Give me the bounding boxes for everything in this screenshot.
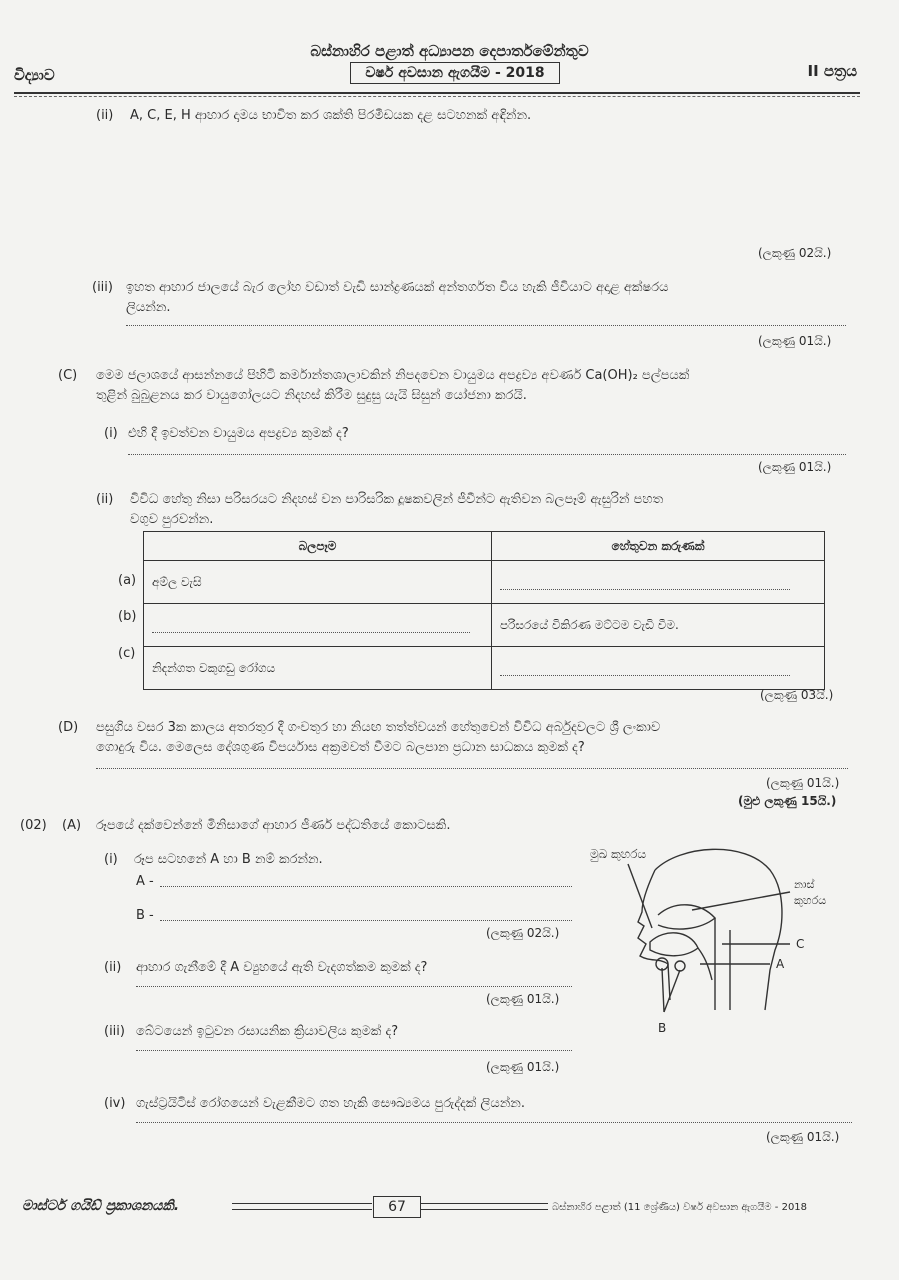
q2-ii-answer-line[interactable] <box>136 986 572 987</box>
footer-bar-right <box>420 1203 548 1210</box>
q2-i-a-answer-line[interactable] <box>160 886 572 887</box>
header-subject: විද්‍යාව <box>14 66 55 84</box>
label-mouth-cavity: මුඛ කුහරය <box>590 847 647 861</box>
q2-i-b: B - <box>136 908 154 923</box>
header-department: බස්නාහිර පළාත් අධ්‍යාපන දෙපාර්තමේන්තුව <box>310 42 589 60</box>
q2-ii-label: (ii) <box>104 960 122 975</box>
b-pointer-line-2 <box>664 970 680 1012</box>
table-row <box>144 647 825 690</box>
table-header-cause: හේතුවන කරුණක් <box>492 532 825 561</box>
q1-d-answer-line[interactable] <box>96 768 848 769</box>
q2-iv-text: ගැස්ට්‍රයිටිස් රෝගයෙන් වැළකීමට ගත හැකි සෞඛ්‍යමය පුරුද්දක් ලියන්න. <box>136 1096 525 1111</box>
table-row <box>144 561 825 604</box>
label-b: B <box>658 1021 667 1035</box>
digestive-head-diagram <box>580 840 870 1050</box>
q1-c-ii-text2: වගුව පුරවන්න. <box>130 512 214 527</box>
q2-number: (02) <box>20 818 47 833</box>
table-cell-effect-c: නිදන්ගත වකුගඩු රෝගය <box>144 647 492 690</box>
q1-b-ii-marks: (ලකුණු 02යි.) <box>758 246 832 260</box>
face-outline <box>638 870 670 1000</box>
q1-b-iii-text2: ලියන්න. <box>126 300 171 315</box>
label-a: A <box>776 957 785 971</box>
tongue-shape <box>650 933 698 956</box>
footer-bar-left <box>232 1203 372 1210</box>
q1-b-ii-text: A, C, E, H ආහාර දාමය භාවිත කර ශක්ති පිරමීඩයක දළ සටහනක් අඳින්න. <box>130 108 532 123</box>
effects-table <box>143 531 825 690</box>
header-exam: වර්ෂ අවසාන ඇගයීම - 2018 <box>350 62 560 84</box>
q2-iv-answer-line[interactable] <box>136 1122 852 1123</box>
table-cell-effect-a: අම්ල වැසි <box>144 561 492 604</box>
q1-c-label: (C) <box>58 368 78 383</box>
q1-d-marks: (ලකුණු 01යි.) <box>766 776 840 790</box>
q2-i-text: රූප සටහනේ A හා B නම් කරන්න. <box>134 852 323 867</box>
q1-c-i-answer-line[interactable] <box>128 454 846 455</box>
footer-exam-info: බස්නාහිර පළාත් (11 ශ්‍රේණිය) වර්ෂ අවසාන ඇගයීම - 2018 <box>552 1202 808 1213</box>
nasal-pointer-line <box>692 892 790 910</box>
q2-iii-text: බේටයෙන් ඉටුවන රසායනික ක්‍රියාවලිය කුමක් ද? <box>136 1024 399 1039</box>
q2-iii-answer-line[interactable] <box>136 1050 572 1051</box>
label-c: C <box>796 937 805 951</box>
q2-a-label: (A) <box>62 818 82 833</box>
footer-page-number: 67 <box>373 1196 421 1218</box>
table-cell-cause-c[interactable] <box>492 647 825 690</box>
q1-c-ii-label: (ii) <box>96 492 114 507</box>
q1-c-ii-text1: විවිධ හේතු නිසා පරිසරයට නිදහස් වන පාරිසරික දූෂකවලින් ජීවීන්ට ඇතිවන බලපෑම් ඇසුරින් පහත <box>130 492 664 507</box>
q2-i-marks: (ලකුණු 02යි.) <box>486 926 560 940</box>
table-header-effect: බලපෑම <box>144 532 492 561</box>
label-nasal-2: කුහරය <box>794 894 827 907</box>
q1-d-text1: පසුගිය වසර 3ක කාලය අතරතුර දී ගංවතුර හා නියඟ තත්ත්වයන් හේතුවෙන් විවිධ අර්බුදවලට ශ්‍රී ලංකාව <box>96 720 661 735</box>
q1-total-marks: (මුළු ලකුණු 15යි.) <box>738 794 837 808</box>
q2-i-a: A - <box>136 874 154 889</box>
q1-b-iii-answer-line[interactable] <box>126 325 846 326</box>
table-cell-cause-a[interactable] <box>492 561 825 604</box>
q2-ii-marks: (ලකුණු 01යි.) <box>486 992 560 1006</box>
q1-c-i-label: (i) <box>104 426 118 441</box>
q1-c-i-text: එහි දී ඉවත්වන වායුමය අපද්‍රව්‍ය කුමක් ද? <box>128 426 349 441</box>
q2-i-b-answer-line[interactable] <box>160 920 572 921</box>
q2-iii-label: (iii) <box>104 1024 125 1039</box>
table-cell-cause-b: පරිසරයේ විකිරණ මට්ටම වැඩි වීම. <box>492 604 825 647</box>
table-row-label-c: (c) <box>118 646 136 661</box>
q2-i-label: (i) <box>104 852 118 867</box>
header-rule <box>14 92 860 94</box>
q2-ii-text: ආහාර ගැනීමේ දී A ව්‍යුහයේ ඇති වැදගත්කම කුමක් ද? <box>136 960 428 975</box>
header-paper: II පත්‍රය <box>807 62 857 80</box>
q1-b-iii-label: (iii) <box>92 280 113 295</box>
q1-c-text2: තුළින් බුබුළනය කර වායුගෝලයට නිදහස් කිරීම සුදුසු යැයි සිසුන් යෝජනා කරයි. <box>96 388 527 403</box>
table-row <box>144 604 825 647</box>
q2-iv-label: (iv) <box>104 1096 126 1111</box>
gland-shape-2 <box>675 961 685 971</box>
footer-publisher: මාස්ටර් ගයිඩ් ප්‍රකාශනයකි. <box>22 1198 180 1214</box>
q1-b-iii-marks: (ලකුණු 01යි.) <box>758 334 832 348</box>
q1-c-i-marks: (ලකුණු 01යි.) <box>758 460 832 474</box>
table-header-row <box>144 532 825 561</box>
label-nasal-1: නාස් <box>794 878 815 891</box>
table-row-label-a: (a) <box>118 573 137 588</box>
header-rule-dashed <box>14 96 860 97</box>
q2-iii-marks: (ලකුණු 01යි.) <box>486 1060 560 1074</box>
q1-b-iii-text1: ඉහත ආහාර ජාලයේ බැර ලෝහ වඩාත් වැඩි සාන්ද්‍රණයක් අන්තර්ගත විය හැකි ජීවියාට අදාළ අක්ෂරය <box>126 280 669 295</box>
table-row-label-b: (b) <box>118 609 137 624</box>
q2-iv-marks: (ලකුණු 01යි.) <box>766 1130 840 1144</box>
q2-a-text: රූපයේ දක්වෙන්නේ මිනිසාගේ ආහාර ජීර්ණ පද්ධතියේ කොටසකි. <box>96 818 451 833</box>
table-cell-effect-b[interactable] <box>144 604 492 647</box>
q1-c-text1: මෙම ජලාශයේ ආසන්නයේ පිහිටි කර්මාන්තශාලාවකින් නිපදවෙන වායුමය අපද්‍රව්‍ය අවර්ණ Ca(OH)₂ පල්පයක් <box>96 368 690 383</box>
q1-d-label: (D) <box>58 720 79 735</box>
q1-c-ii-marks: (ලකුණු 03යි.) <box>760 688 834 702</box>
q1-d-text2: ගොදුරු විය. මෙලෙස දේශගුණ විපර්යාස අක්‍රමවත් වීමට බලපාන ප්‍රධාන සාධකය කුමක් ද? <box>96 740 585 755</box>
b-pointer-line-1 <box>662 968 664 1012</box>
nasal-cavity-shape <box>658 905 715 929</box>
q1-b-ii-label: (ii) <box>96 108 114 123</box>
